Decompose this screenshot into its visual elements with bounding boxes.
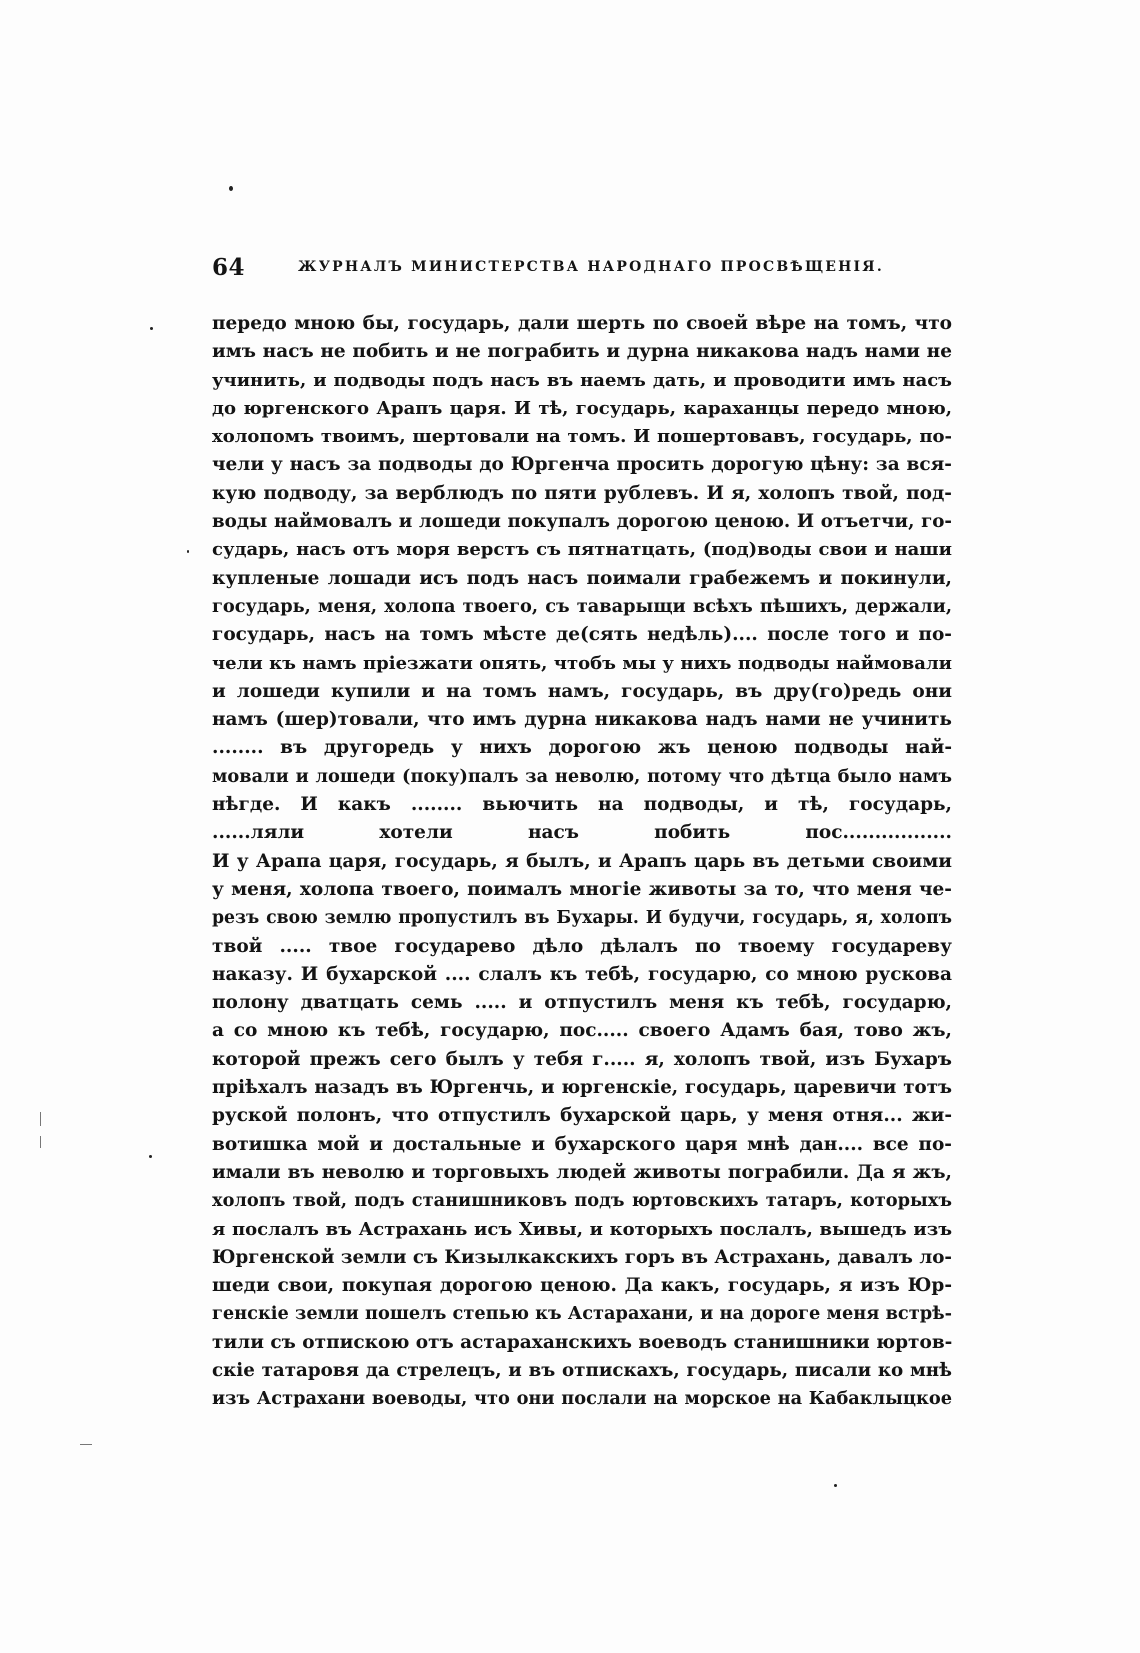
text-line: имъ насъ не побить и не пограбить и дурна никакова надъ нами не: [212, 341, 952, 363]
text-line: изъ Астрахани воеводы, что они послали на морское на Кабаклыцкое: [212, 1388, 952, 1410]
text-line: холопъ твой, подъ станишниковъ подъ юртовскихъ татаръ, которыхъ: [212, 1190, 952, 1212]
text-line: нѣгде. И какъ ........ вьючить на подводы, и тѣ, государь,: [212, 794, 952, 816]
text-line: у меня, холопа твоего, поималъ многіе животы за то, что меня че-: [212, 878, 952, 900]
text-line: тили съ отпискою отъ астараханскихъ воеводъ станишники юртов-: [212, 1331, 953, 1353]
text-line: чели къ намъ пріезжати опять, чтобъ мы у нихъ подводы наймовали: [212, 652, 952, 674]
text-line: учинить, и подводы подъ насъ въ наемъ дать, и проводити имъ насъ: [212, 369, 952, 391]
text-line: государь, меня, холопа твоего, съ таварыщи всѣхъ пѣшихъ, держали,: [212, 595, 952, 617]
text-line: шеди свои, покупая дорогою ценою. Да какъ, государь, я изъ Юр-: [212, 1275, 952, 1297]
text-line: передо мною бы, государь, дали шерть по своей вѣре на томъ, что: [212, 313, 952, 334]
text-line: и лошеди купили и на томъ намъ, государь, въ дру(го)редь они: [212, 680, 952, 702]
text-line: полону дватцать семь ..... и отпустилъ меня къ тебѣ, государю,: [212, 992, 952, 1014]
margin-speck: [187, 550, 189, 553]
running-head: ЖУРНАЛЪ МИНИСТЕРСТВА НАРОДНАГО ПРОСВѢЩЕНІЯ.: [298, 259, 884, 275]
text-line: генскіе земли пошелъ степью къ Астарахани, и на дороге меня встрѣ-: [212, 1303, 952, 1325]
text-line: мовали и лошеди (поку)палъ за неволю, потому что дѣтца было намъ: [212, 765, 952, 787]
text-line: Юргенской земли съ Кизылкакскихъ горъ въ Астрахань, давалъ ло-: [212, 1246, 952, 1268]
text-line: а со мною къ тебѣ, государю, пос..... своего Адамъ бая, тово жъ,: [212, 1020, 952, 1042]
margin-speck: [229, 186, 233, 191]
text-line: скіе татаровя да стрелецъ, и въ отпискахъ, государь, писали ко мнѣ: [212, 1359, 952, 1381]
text-line: вотишка мой и достальные и бухарского царя мнѣ дан.... все по-: [212, 1133, 952, 1155]
text-line: намъ (шер)товали, что имъ дурна никакова надъ нами не учинить: [212, 709, 952, 731]
text-line: имали въ неволю и торговыхъ людей животы пограбили. Да я жъ,: [212, 1161, 952, 1183]
text-line: которой прежъ сего былъ у тебя г..... я, холопъ твой, изъ Бухаръ: [212, 1048, 952, 1070]
text-line: я послалъ въ Астрахань исъ Хивы, и которыхъ послалъ, вышедъ изъ: [212, 1218, 952, 1240]
text-line: ......ляли хотели насъ побить пос.................: [212, 822, 952, 844]
text-line: государь, насъ на томъ мѣсте де(сять недѣль).... после того и по-: [212, 624, 952, 646]
margin-speck: [834, 1484, 837, 1487]
text-line: И у Арапа царя, государь, я былъ, и Арапъ царь въ детьми своими: [212, 850, 952, 872]
text-line: твой ..... твое государево дѣло дѣлалъ по твоему государеву: [212, 935, 952, 957]
text-line: руской полонъ, что отпустилъ бухарской царь, у меня отня... жи-: [212, 1105, 952, 1127]
page-number: 64: [212, 254, 246, 281]
text-line: до юргенского Арапъ царя. И тѣ, государь, караханцы передо мною,: [212, 397, 952, 419]
body-text: [212, 310, 952, 1414]
text-line: наказу. И бухарской .... слалъ къ тебѣ, государю, со мною рускова: [212, 963, 952, 985]
text-line: воды наймовалъ и лошеди покупалъ дорогою ценою. И отъетчи, го-: [212, 511, 952, 533]
text-line: купленые лошади исъ подъ насъ поимали грабежемъ и покинули,: [212, 567, 952, 589]
text-line: чели у насъ за подводы до Юргенча просить дорогую цѣну: за вся-: [212, 454, 952, 476]
margin-mark: [80, 1444, 92, 1445]
margin-speck: [149, 1155, 152, 1158]
margin-mark: [40, 1112, 41, 1126]
margin-speck: [150, 327, 153, 330]
text-line: ........ въ другоредь у нихъ дорогою жъ ценою подводы най-: [212, 737, 952, 759]
text-line: пріѣхалъ назадъ въ Юргенчь, и юргенскіе, государь, царевичи тотъ: [212, 1077, 952, 1099]
text-line: резъ свою землю пропустилъ въ Бухары. И будучи, государь, я, холопъ: [212, 908, 952, 929]
text-line: кую подводу, за верблюдъ по пяти рублевъ. И я, холопъ твой, под-: [212, 482, 952, 504]
text-line: сударь, насъ отъ моря верстъ съ пятнатцать, (под)воды свои и наши: [212, 539, 952, 561]
text-line: холопомъ твоимъ, шертовали на томъ. И пошертовавъ, государь, по-: [212, 426, 952, 448]
margin-mark: [40, 1136, 41, 1148]
page-header: [212, 254, 952, 286]
